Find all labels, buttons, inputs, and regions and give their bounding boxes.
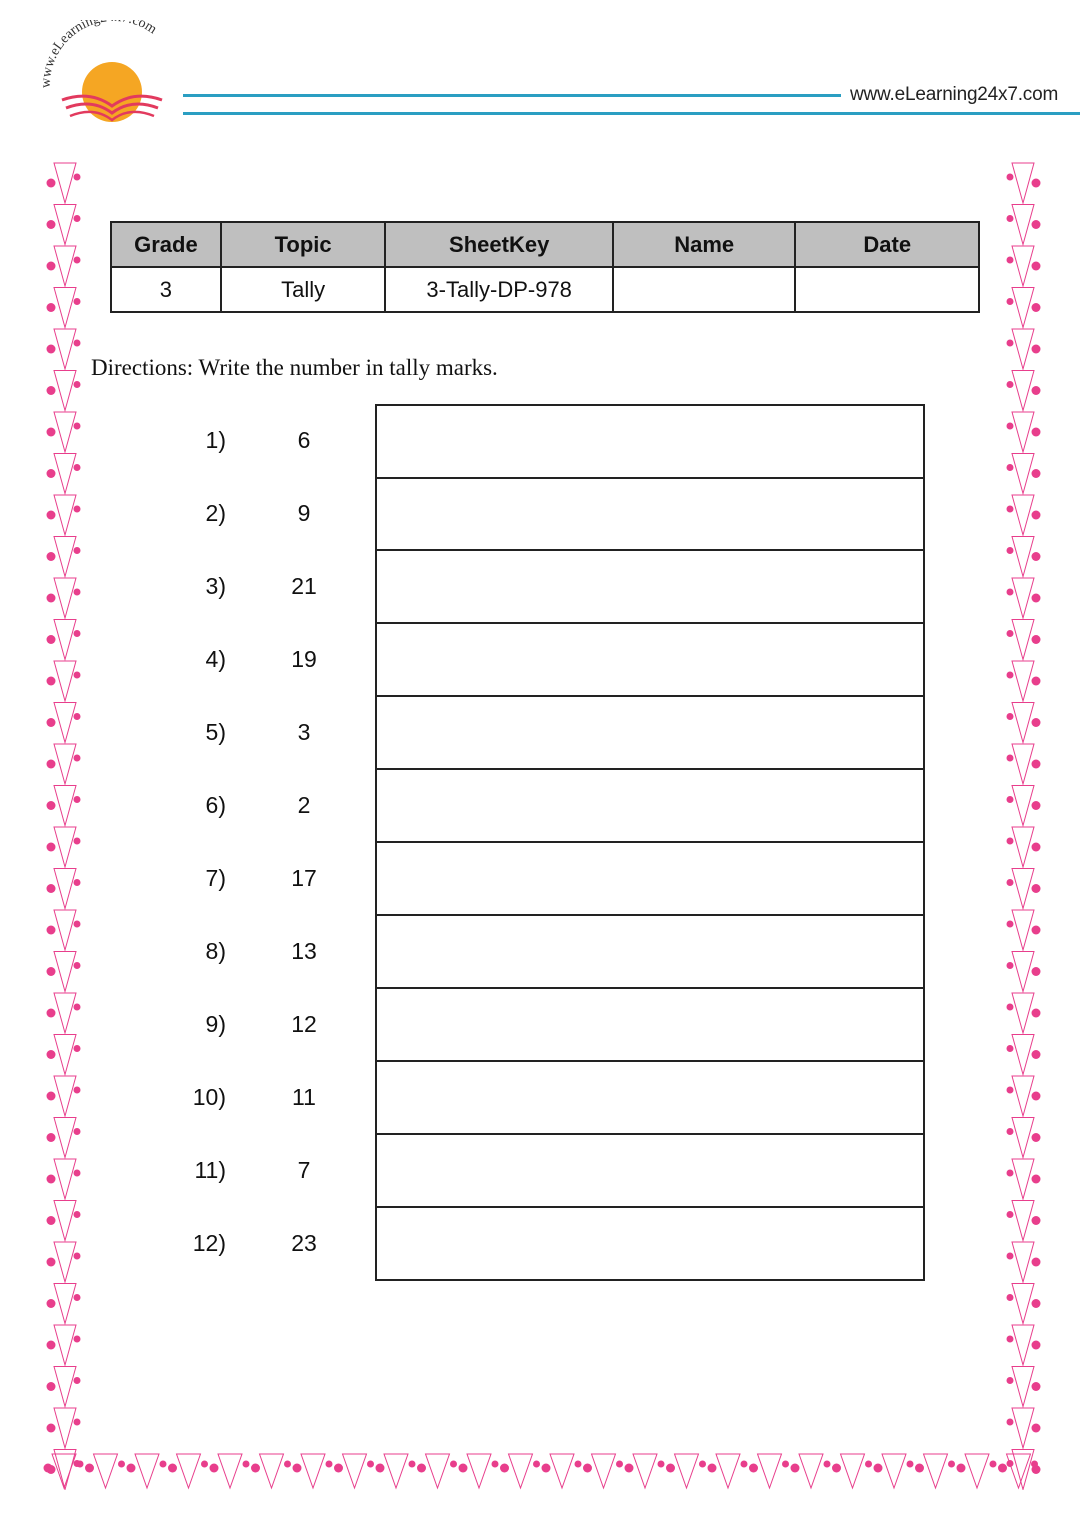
problem-row [150, 404, 930, 477]
problem-number: 9) [205, 1011, 226, 1037]
tally-answer-box[interactable] [375, 404, 925, 479]
problem-row [150, 988, 930, 1061]
problem-row [150, 769, 930, 842]
problem-value: 11 [292, 1084, 316, 1110]
header-rule-bottom [183, 112, 1080, 115]
problem-value: 7 [297, 1157, 311, 1183]
problem-row [150, 696, 930, 769]
problem-number: 8) [205, 938, 226, 964]
bottom-decorative-border [40, 1448, 1044, 1492]
problem-value: 23 [291, 1230, 317, 1256]
problem-number: 12) [192, 1230, 226, 1256]
problem-value: 6 [297, 427, 311, 453]
directions-text: Directions: Write the number in tally marks. [91, 355, 498, 380]
problem-value: 12 [291, 1011, 317, 1037]
tally-answer-box[interactable] [375, 1061, 925, 1135]
sheetkey-header: SheetKey [385, 222, 613, 267]
problem-value: 3 [297, 719, 311, 745]
tally-answer-box[interactable] [375, 696, 925, 770]
right-decorative-border [998, 145, 1044, 1490]
tally-answer-box[interactable] [375, 842, 925, 916]
problem-value: 2 [297, 792, 311, 818]
topic-value: Tally [221, 267, 386, 312]
tally-answer-box[interactable] [375, 988, 925, 1062]
problem-number: 11) [194, 1157, 226, 1183]
info-table-value-row [111, 267, 979, 312]
problem-row [150, 550, 930, 623]
problem-number: 3) [205, 573, 226, 599]
problem-number: 6) [205, 792, 226, 818]
problem-value: 17 [291, 865, 317, 891]
info-table-header-row [111, 222, 979, 267]
problem-row [150, 1207, 930, 1280]
problem-row [150, 477, 930, 550]
problem-number: 2) [205, 500, 226, 526]
tally-answer-box[interactable] [375, 550, 925, 624]
name-header: Name [613, 222, 796, 267]
site-url: www.eLearning24x7.com [850, 84, 1059, 105]
grade-value: 3 [111, 267, 221, 312]
tally-answer-box[interactable] [375, 915, 925, 989]
problem-number: 10) [192, 1084, 226, 1110]
worksheet-info-table [110, 221, 980, 313]
problem-number: 7) [205, 865, 226, 891]
problem-number: 4) [205, 646, 226, 672]
problem-row [150, 915, 930, 988]
elearning-logo [40, 20, 185, 130]
problem-row [150, 842, 930, 915]
problem-value: 9 [297, 500, 311, 526]
tally-answer-box[interactable] [375, 477, 925, 551]
problem-list [150, 404, 930, 1280]
tally-answer-box[interactable] [375, 769, 925, 843]
date-header: Date [795, 222, 979, 267]
problem-number: 5) [205, 719, 226, 745]
tally-answer-box[interactable] [375, 623, 925, 697]
sheetkey-value: 3-Tally-DP-978 [385, 267, 613, 312]
header-rule-top [183, 94, 841, 97]
problem-row [150, 1061, 930, 1134]
grade-header: Grade [111, 222, 221, 267]
left-decorative-border [40, 145, 86, 1490]
logo-arc-text: www.eLearnin com [40, 20, 160, 89]
topic-header: Topic [221, 222, 386, 267]
name-field[interactable] [613, 267, 796, 312]
problem-number: 1) [205, 427, 226, 453]
date-field[interactable] [795, 267, 979, 312]
problem-value: 21 [291, 573, 317, 599]
problem-row [150, 623, 930, 696]
tally-answer-box[interactable] [375, 1207, 925, 1281]
problem-value: 13 [291, 938, 317, 964]
tally-answer-box[interactable] [375, 1134, 925, 1208]
problem-row [150, 1134, 930, 1207]
problem-value: 19 [291, 646, 317, 672]
